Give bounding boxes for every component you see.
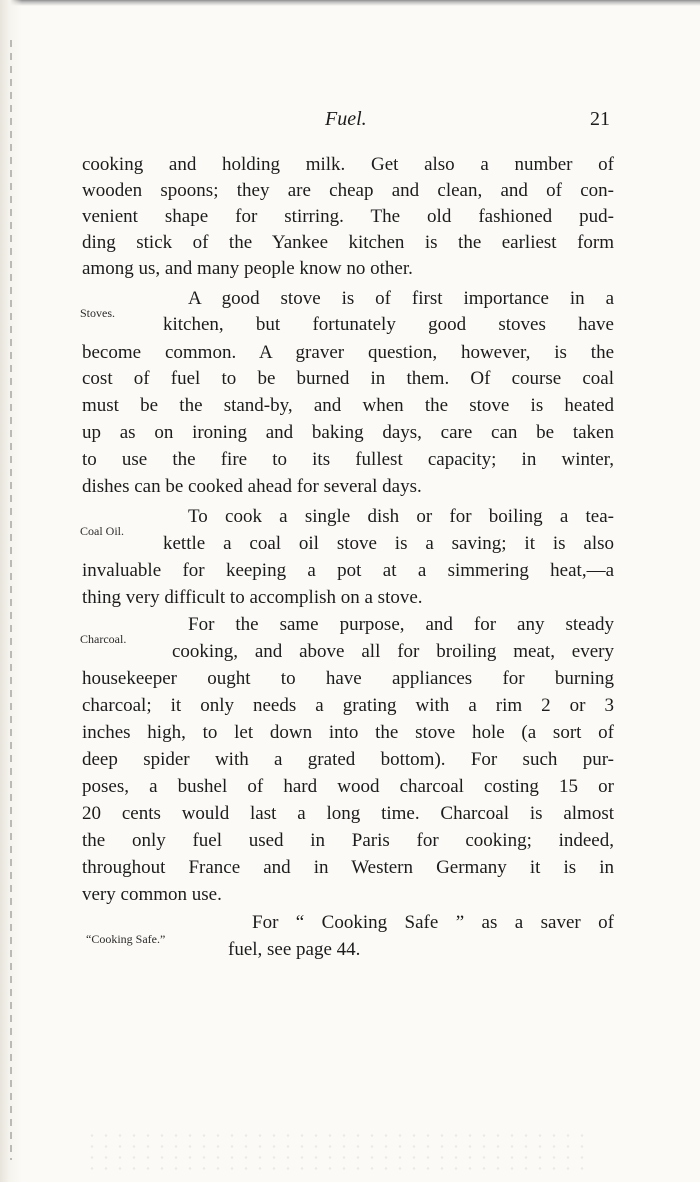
text-line: charcoal; it only needs a grating with a rim 2 or 3 xyxy=(82,695,614,716)
text-line: poses, a bushel of hard wood charcoal costing 15 or xyxy=(82,776,614,797)
text-line: A good stove is of first importance in a xyxy=(188,288,614,309)
page-header xyxy=(0,108,700,140)
text-line: 20 cents would last a long time. Charcoal is almost xyxy=(82,803,614,824)
text-line: fuel, see page 44. xyxy=(228,939,361,960)
text-line: dishes can be cooked ahead for several days. xyxy=(82,476,422,497)
paper-specks xyxy=(85,1130,585,1170)
page-binding-edge xyxy=(0,0,22,1182)
text-line: throughout France and in Western Germany it is in xyxy=(82,857,614,878)
text-line: must be the stand-by, and when the stove is heated xyxy=(82,395,614,416)
text-line: venient shape for stirring. The old fashioned pud- xyxy=(82,206,614,227)
running-title: Fuel. xyxy=(325,108,367,130)
text-line: For the same purpose, and for any steady xyxy=(188,614,614,635)
text-line: cooking and holding milk. Get also a number of xyxy=(82,154,614,175)
text-line: the only fuel used in Paris for cooking; indeed, xyxy=(82,830,614,851)
side-note-cooking-safe: “Cooking Safe.” xyxy=(86,932,166,946)
text-line: inches high, to let down into the stove hole (a sort of xyxy=(82,722,614,743)
text-line: For “ Cooking Safe ” as a saver of xyxy=(252,912,614,933)
text-line: wooden spoons; they are cheap and clean, and of con- xyxy=(82,180,614,201)
text-line: very common use. xyxy=(82,884,222,905)
side-note-coal-oil: Coal Oil. xyxy=(80,524,124,538)
text-line: thing very difficult to accomplish on a stove. xyxy=(82,587,423,608)
text-line: become common. A graver question, however, is the xyxy=(82,342,614,363)
text-line: ding stick of the Yankee kitchen is the earliest form xyxy=(82,232,614,253)
text-line: up as on ironing and baking days, care can be taken xyxy=(82,422,614,443)
text-line: among us, and many people know no other. xyxy=(82,258,413,279)
text-line: housekeeper ought to have appliances for burning xyxy=(82,668,614,689)
text-line: to use the fire to its fullest capacity; in winter, xyxy=(82,449,614,470)
text-line: invaluable for keeping a pot at a simmering heat,—a xyxy=(82,560,614,581)
text-line: To cook a single dish or for boiling a tea- xyxy=(188,506,614,527)
text-line: cost of fuel to be burned in them. Of course coal xyxy=(82,368,614,389)
side-note-charcoal: Charcoal. xyxy=(80,632,127,646)
text-line: kettle a coal oil stove is a saving; it is also xyxy=(163,533,614,554)
page-number: 21 xyxy=(590,108,610,130)
text-line: cooking, and above all for broiling meat, every xyxy=(172,641,614,662)
page-top-rule xyxy=(0,0,700,6)
side-note-stoves: Stoves. xyxy=(80,306,116,320)
text-line: deep spider with a grated bottom). For such pur- xyxy=(82,749,614,770)
text-line: kitchen, but fortunately good stoves have xyxy=(163,314,614,335)
